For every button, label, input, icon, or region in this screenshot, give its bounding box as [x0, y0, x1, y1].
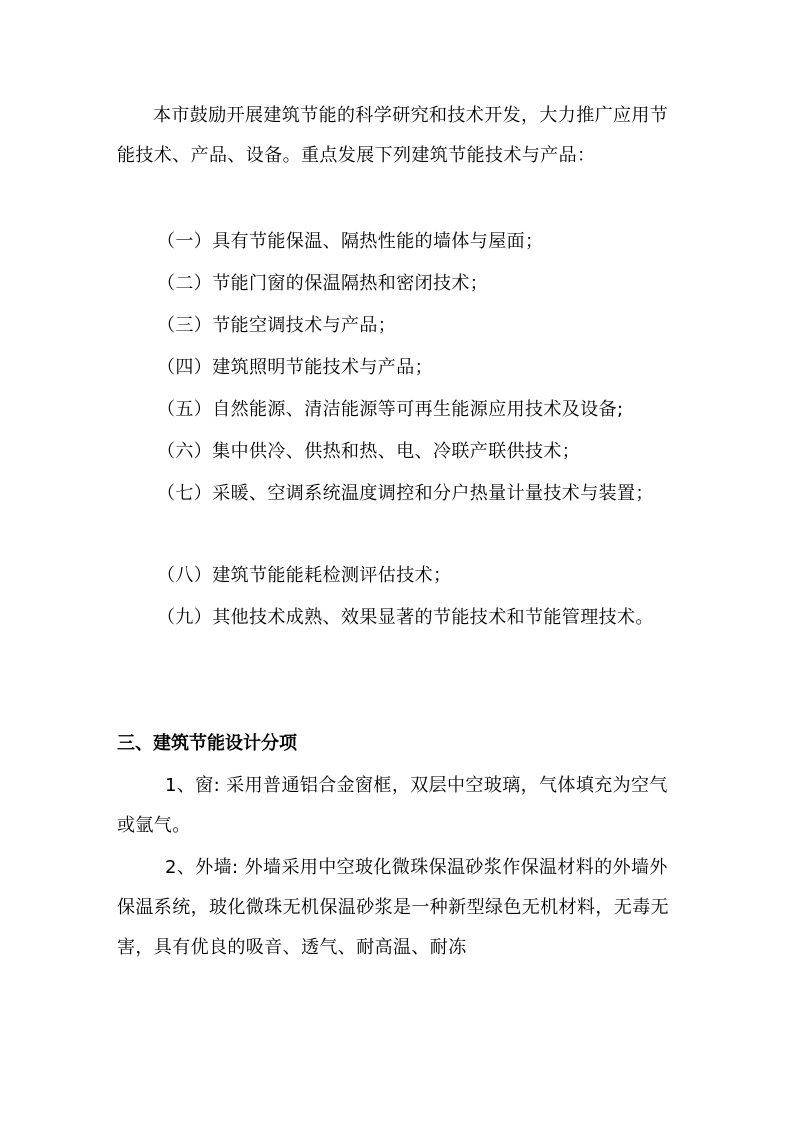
list-item: （九）其他技术成熟、效果显著的节能技术和节能管理技术。 [157, 607, 654, 628]
list-item: （四）建筑照明节能技术与产品； [157, 357, 433, 378]
section-paragraph: 2、外墙: 外墙采用中空玻化微珠保温砂浆作保温材料的外墙外保温系统，玻化微珠无机保温砂浆是一种新型绿色无机材料，无毒无害，具有优良的吸音、透气、耐高温、耐冻 [117, 857, 669, 958]
list-item: （二）节能门窗的保温隔热和密闭技术； [157, 273, 489, 294]
list-item: （六）集中供冷、供热和热、电、冷联产联供技术； [157, 441, 581, 462]
intro-paragraph: 本市鼓励开展建筑节能的科学研究和技术开发，大力推广应用节能技术、产品、设备。重点发展下列建筑节能技术与产品： [117, 105, 669, 166]
section-heading: 三、建筑节能设计分项 [117, 733, 297, 754]
list-item: （五）自然能源、清洁能源等可再生能源应用技术及设备; [157, 399, 624, 420]
list-item: （一）具有节能保温、隔热性能的墙体与屋面； [157, 231, 544, 252]
list-item: （八）建筑节能能耗检测评估技术； [157, 565, 452, 586]
list-item: （七）采暖、空调系统温度调控和分户热量计量技术与装置； [157, 483, 654, 504]
list-item: （三）节能空调技术与产品； [157, 315, 397, 336]
section-paragraph: 1、窗: 采用普通铝合金窗框，双层中空玻璃，气体填充为空气或氩气。 [117, 775, 668, 836]
